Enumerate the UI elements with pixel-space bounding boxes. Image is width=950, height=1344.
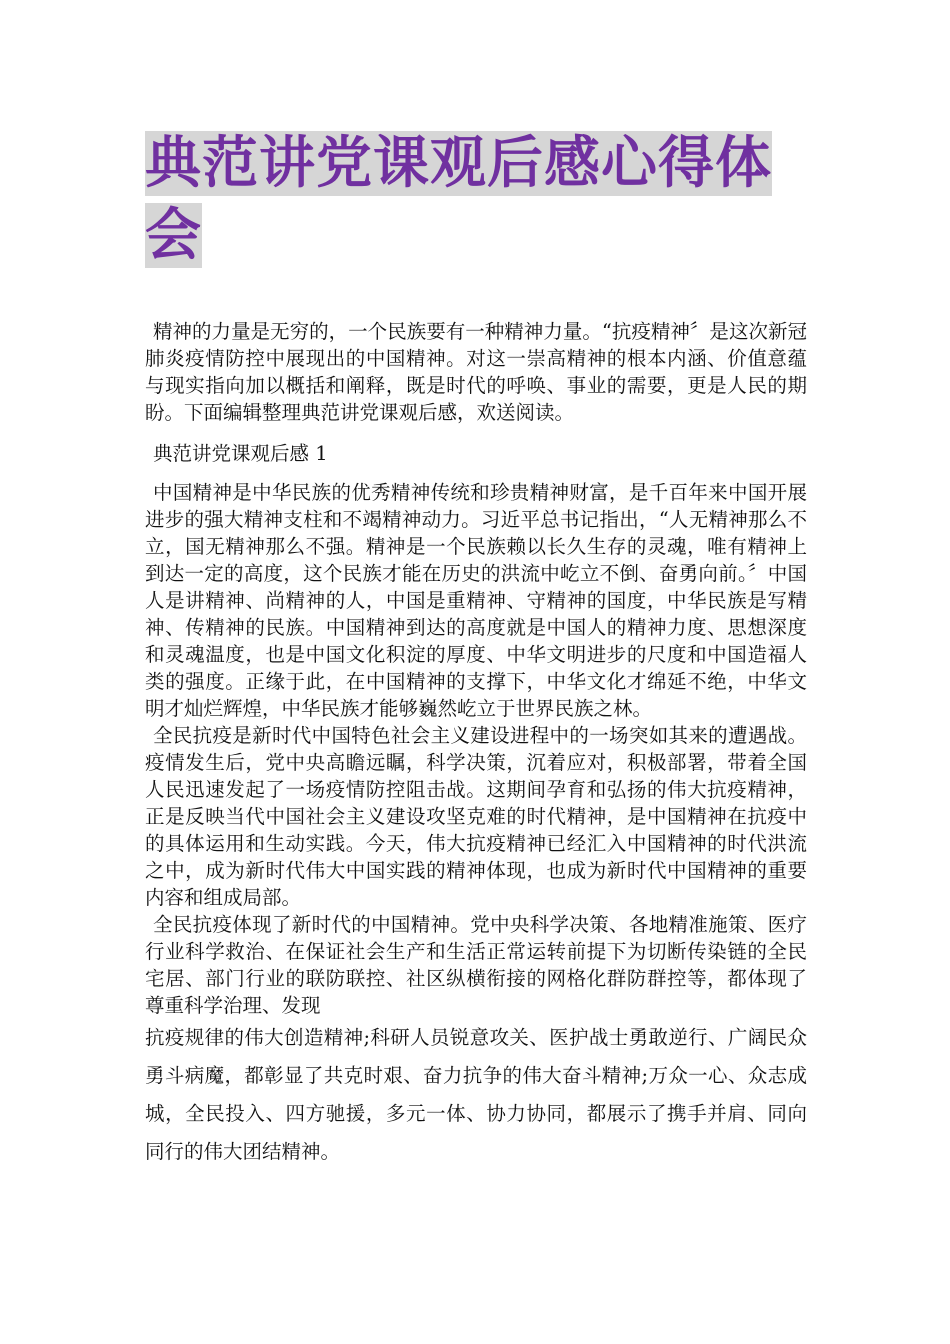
document-body	[145, 318, 807, 1171]
body-paragraph-3: 全民抗疫体现了新时代的中国精神。党中央科学决策、各地精准施策、医疗行业科学救治、在保证社会生产和生活正常运转前提下为切断传染链的全民宅居、部门行业的联防联控、社区纵横衔接的网格化群防群控等，都体现了尊重科学治理、发现	[145, 913, 807, 1017]
body-paragraph-2: 全民抗疫是新时代中国特色社会主义建设进程中的一场突如其来的遭遇战。疫情发生后，党中央高瞻远瞩，科学决策，沉着应对，积极部署，带着全国人民迅速发起了一场疫情防控阻击战。这期间孕育和弘扬的伟大抗疫精神，正是反映当代中国社会主义建设攻坚克难的时代精神，是中国精神在抗疫中的具体运用和生动实践。今天，伟大抗疫精神已经汇入中国精神的时代洪流之中，成为新时代伟大中国实践的精神体现，也成为新时代中国精神的重要内容和组成局部。	[145, 724, 807, 909]
title-text: 典范讲党课观后感心得体会	[145, 131, 772, 268]
intro-paragraph: 精神的力量是无穷的，一个民族要有一种精神力量。“抗疫精神〞是这次新冠肺炎疫情防控中展现出的中国精神。对这一崇高精神的根本内涵、价值意蕴与现实指向加以概括和阐释，既是时代的呼唤、事业的需要，更是人民的期盼。下面编辑整理典范讲党课观后感，欢送阅读。	[145, 320, 807, 424]
body-paragraph-3-continued: 抗疫规律的伟大创造精神;科研人员锐意攻关、医护战士勇敢逆行、广阔民众勇斗病魔，都彰显了共克时艰、奋力抗争的伟大奋斗精神;万众一心、众志成城，全民投入、四方驰援，多元一体、协力协同，都展示了携手并肩、同向同行的伟大团结精神。	[145, 1026, 807, 1163]
document-title	[145, 128, 810, 272]
body-paragraph-1: 中国精神是中华民族的优秀精神传统和珍贵精神财富，是千百年来中国开展进步的强大精神支柱和不竭精神动力。习近平总书记指出，“人无精神那么不立，国无精神那么不强。精神是一个民族赖以长久生存的灵魂，唯有精神上到达一定的高度，这个民族才能在历史的洪流中屹立不倒、奋勇向前。〞中国人是讲精神、尚精神的人，中国是重精神、守精神的国度，中华民族是写精神、传精神的民族。中国精神到达的高度就是中国人的精神力度、思想深度和灵魂温度，也是中国文化积淀的厚度、中华文明进步的尺度和中国造福人类的强度。正缘于此，在中国精神的支撑下，中华文化才绵延不绝，中华文明才灿烂辉煌，中华民族才能够巍然屹立于世界民族之林。	[145, 481, 807, 720]
section-heading: 典范讲党课观后感 1	[153, 442, 328, 465]
